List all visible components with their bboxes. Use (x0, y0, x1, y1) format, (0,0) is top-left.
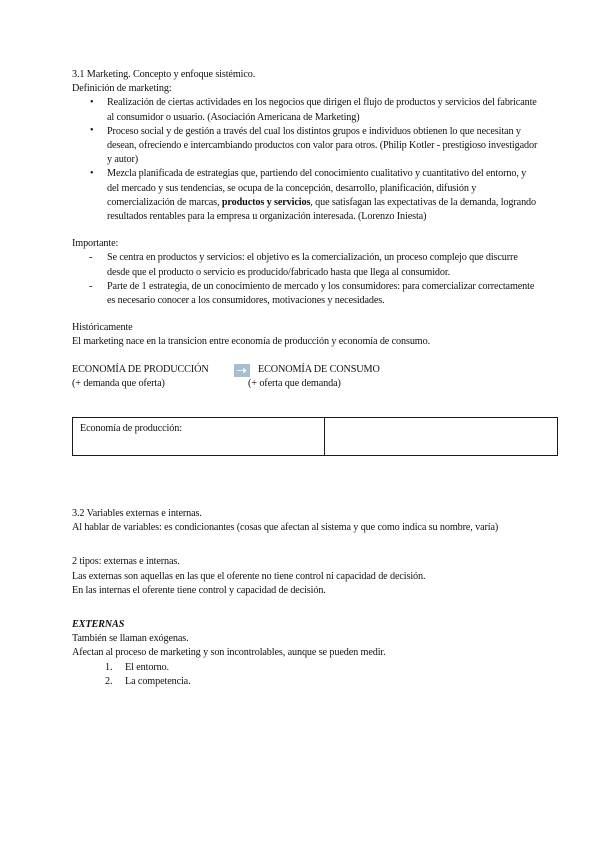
spacer-before-externas (72, 598, 538, 611)
definition-item-3-text-pre: Mezcla planificada de estrategias que, partiendo del conocimiento cualitativo y cuantitativo del entorno, y del mercado y sus tendencias, se ocupa de la concepción, desarrollo, planificación, difusión y comercialización de marcas, (107, 168, 527, 208)
table-cell-right[interactable] (325, 418, 558, 456)
externas-numbered-list (72, 661, 538, 689)
definition-subheading: Definición de marketing: (72, 83, 172, 95)
spacer-before-types-2 (72, 548, 538, 555)
spacer-before-externas-2 (72, 611, 538, 618)
economy-production-note: (+ demanda que oferta) (72, 377, 165, 389)
definition-item-3-text-post: , que satisfagan las expectativas de la demanda, logrando resultados rentables para la empresa u organización interesada. (Lorenzo Iniesta) (107, 196, 536, 223)
externas-item-2-text: La competencia. (125, 675, 191, 687)
spacer-after-definitions (72, 224, 538, 237)
table-row (73, 418, 558, 456)
spacer-before-section-32-2 (72, 475, 538, 494)
economy-consumption-title: ECONOMÍA DE CONSUMO (258, 363, 380, 375)
right-arrow-icon[interactable] (234, 364, 250, 377)
importante-item-1-text: Se centra en productos y servicios: el objetivo es la comercialización, un proceso complejo que discurre desde que el producto o servicio es producido/fabricado hasta que llega al consumidor. (107, 252, 518, 278)
list-item (72, 675, 538, 689)
section-32-heading: 3.2 Variables externas e internas. (72, 508, 202, 520)
importante-label: Importante: (72, 238, 119, 250)
types-line-2: Las externas son aquellas en las que el oferente no tiene control ni capacidad de decisión. (72, 570, 426, 582)
externas-title: EXTERNAS (72, 619, 125, 631)
definition-item-2 (72, 125, 538, 168)
definition-item-1 (72, 96, 538, 124)
section-31-heading: 3.1 Marketing. Concepto y enfoque sistémico. (72, 69, 256, 80)
importante-list (72, 251, 538, 308)
types-line-1: 2 tipos: externas e internas. (72, 556, 180, 568)
spacer-before-table-2 (72, 410, 538, 417)
importante-item-2 (72, 280, 538, 308)
document-body (72, 68, 538, 689)
economy-transition-notes (72, 377, 538, 391)
economy-consumption-note: (+ oferta que demanda) (248, 377, 341, 389)
list-item (72, 661, 538, 675)
definition-item-2-text: Proceso social y de gestión a través del cual los distintos grupos e individuos obtienen lo que necesitan y desean, ofreciendo e intercambiando productos con valor para otros. (Philip Kotler - prestigioso investigador y autor) (107, 125, 538, 166)
definition-list (72, 96, 538, 224)
spacer-before-types (72, 535, 538, 548)
economy-table (72, 417, 558, 456)
importante-item-1 (72, 251, 538, 279)
spacer-before-historicamente (72, 308, 538, 321)
table-cell-left[interactable]: Economía de producción: (73, 418, 325, 456)
historicamente-label: Históricamente (72, 322, 133, 334)
economy-transition-row (72, 363, 538, 377)
spacer-before-section-32-3 (72, 494, 538, 507)
definition-item-1-text: Realización de ciertas actividades en los negocios que dirigen el flujo de productos y servicios del fabricante al consumidor o usuario. (Asociación Americana de Marketing) (107, 97, 537, 123)
historicamente-text: El marketing nace en la transicion entre economía de producción y economía de consumo. (72, 336, 430, 348)
spacer-before-section-32 (72, 456, 538, 475)
definition-item-3-text-bold: productos y servicios (221, 196, 311, 208)
section-32-intro: Al hablar de variables: es condicionantes (cosas que afectan al sistema y que como indica su nombre, varía) (72, 522, 499, 534)
definition-item-3 (72, 167, 538, 224)
economy-production-title: ECONOMÍA DE PRODUCCIÓN (72, 363, 209, 375)
externas-line-1: También se llaman exógenas. (72, 633, 189, 645)
externas-item-1-text: El entorno. (125, 661, 169, 673)
spacer-before-table (72, 391, 538, 410)
externas-line-2: Afectan al proceso de marketing y son incontrolables, aunque se pueden medir. (72, 647, 386, 659)
importante-item-2-text: Parte de 1 estrategia, de un conocimiento de mercado y los consumidores: para comercializar correctamente es necesario conocer a los consumidores, motivaciones y necesidades. (107, 280, 535, 307)
spacer-before-transition (72, 350, 538, 363)
types-line-3: En las internas el oferente tiene control y capacidad de decisión. (72, 584, 326, 596)
